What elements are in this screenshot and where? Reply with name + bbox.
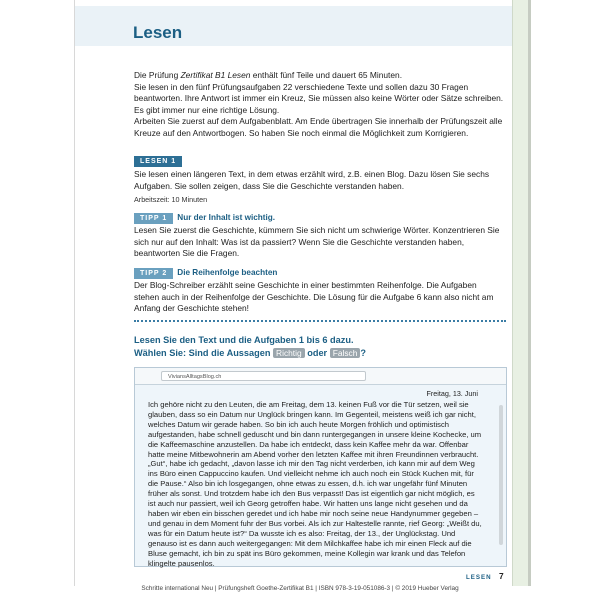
blog-text: Ich gehöre nicht zu den Leuten, die am Freitag, dem 13. keinen Fuß vor die Tür setzen, weil sie glauben, dass so ein Datum nur Unglück bringen kann. Im Gegenteil, meistens weiß ich gar nicht, welches Datum wir gerade haben. So bin ich auch heute Morgen fröhlich und optimistisch aufgestanden, habe schnell geduscht und bin dann runtergegangen in unsere kleine Kochecke, um die Kaffeemaschine anzustellen. Da habe ich entdeckt, dass kein Kaffee mehr da war. Offenbar hatte meine Mitbewohnerin am Abend vorher den letzten Kaffee mit ihren Freundinnen verbraucht. „Gut“, habe ich gedacht, „davon lasse ich mir den Tag nicht verderben, ich kann mir auf dem Weg ins Büro einen Cappuccino kaufen. Und vielleicht nehme ich auch noch ein Stück Kuchen mit, für die Pause.“ Also bin ich losgegangen, ohne etwas zu essen, d.h. ich war ungefähr fünf Minuten früher als sonst. Und trotzdem habe ich den Bus verpasst! Das ist eigentlich gar nicht möglich, es ist auch nur passiert, weil ich Georg getroffen habe. Wir hatten uns lange nicht gesehen und da haben wir eben ein bisschen geredet und ich habe mir noch seine neue Handynummer gegeben – und genau in dem Moment fuhr der Bus vorbei. Als ich zur Haltestelle rannte, rief Georg: „Weißt du, was für ein Datum heute ist?“ Da wusste ich es also: Freitag, der 13., der Unglückstag. Und genauso ist es dann auch weitergegangen: Mit dem Milchkaffee habe ich mir einen Fleck auf die Bluse gemacht, ich bin zu spät ins Büro gekommen, meine Kollegin war krank und das Telefon klingelte pausenlos. (148, 400, 482, 568)
task-line-1: Lesen Sie den Text und die Aufgaben 1 bis 6 dazu. (134, 335, 354, 345)
tip1-heading: Nur der Inhalt ist wichtig. (177, 213, 276, 222)
page-edge-shadow (528, 0, 531, 586)
tip2-section (134, 267, 504, 315)
intro-paragraph-3: Arbeiten Sie zuerst auf dem Aufgabenblatt. Am Ende übertragen Sie innerhalb der Prüfungszeit alle Kreuze auf den Antwortbogen. So haben Sie noch einmal die Möglichkeit zum Korrigieren. (134, 116, 503, 138)
richtig-badge: Richtig (273, 348, 305, 358)
task-line-2: Wählen Sie: Sind die Aussagen Richtig oder Falsch ? (134, 347, 366, 358)
lesen1-text: Sie lesen einen längeren Text, in dem etwas erzählt wird, z.B. einen Blog. Dazu lösen Sie sechs Aufgaben. Sie sollen zeigen, dass Sie die Geschichte verstanden haben. (134, 169, 490, 191)
copyright-footer: Schritte international Neu | Prüfungsheft Goethe-Zertifikat B1 | ISBN 978-3-19-051086-3 | © 2019 Hueber Verlag (141, 585, 459, 592)
tip1-section (134, 212, 504, 260)
url-bar[interactable]: ViviansAlltagsBlog.ch (161, 371, 366, 381)
exam-name: Zertifikat B1 Lesen (180, 70, 251, 80)
tip2-text: Der Blog-Schreiber erzählt seine Geschichte in einer bestimmten Reihenfolge. Die Aufgaben stehen auch in der Reihenfolge der Geschichte. Die Lösung für die Aufgabe 6 kann also nicht am Anfang der Geschichte stehen! (134, 280, 494, 314)
tip1-tag: TIPP 1 (134, 213, 173, 224)
intro-section (134, 70, 504, 140)
blog-date: Freitag, 13. Juni (426, 389, 478, 398)
section-divider (134, 320, 506, 322)
intro-paragraph-2: Sie lesen in den fünf Prüfungsaufgaben 22 verschiedene Texte und sollen dazu 30 Fragen beantworten. Ihre Antwort ist immer ein Kreuz, Sie müssen also keine Wörter oder Sätze schreiben. Es gibt immer nur eine richtige Lösung. (134, 81, 504, 115)
lesen1-time: Arbeitszeit: 10 Minuten (134, 195, 208, 205)
lesen1-section (134, 155, 504, 206)
scrollbar[interactable] (499, 405, 503, 545)
document-page (74, 0, 517, 586)
tip2-heading: Die Reihenfolge beachten (177, 268, 278, 277)
tip2-tag: TIPP 2 (134, 268, 173, 279)
page-header (75, 6, 517, 46)
intro-paragraph-1: Die Prüfung Zertifikat B1 Lesen enthält fünf Teile und dauert 65 Minuten. (134, 70, 403, 80)
page-edge-strip (512, 0, 529, 586)
browser-toolbar (135, 368, 506, 385)
blog-browser-window (134, 367, 507, 567)
page-title: Lesen (133, 23, 183, 42)
page-number: 7 (499, 571, 504, 581)
lesen1-tag: LESEN 1 (134, 156, 182, 167)
falsch-badge: Falsch (330, 348, 361, 358)
task-instruction (134, 334, 506, 359)
footer-section-label: LESEN (466, 574, 492, 581)
tip1-text: Lesen Sie zuerst die Geschichte, kümmern Sie sich nicht um schwierige Wörter. Konzentrieren Sie sich nur auf den Inhalt: Was ist da passiert? Wenn Sie die Geschichte verstanden haben, beantworten Sie die Fragen. (134, 225, 500, 259)
